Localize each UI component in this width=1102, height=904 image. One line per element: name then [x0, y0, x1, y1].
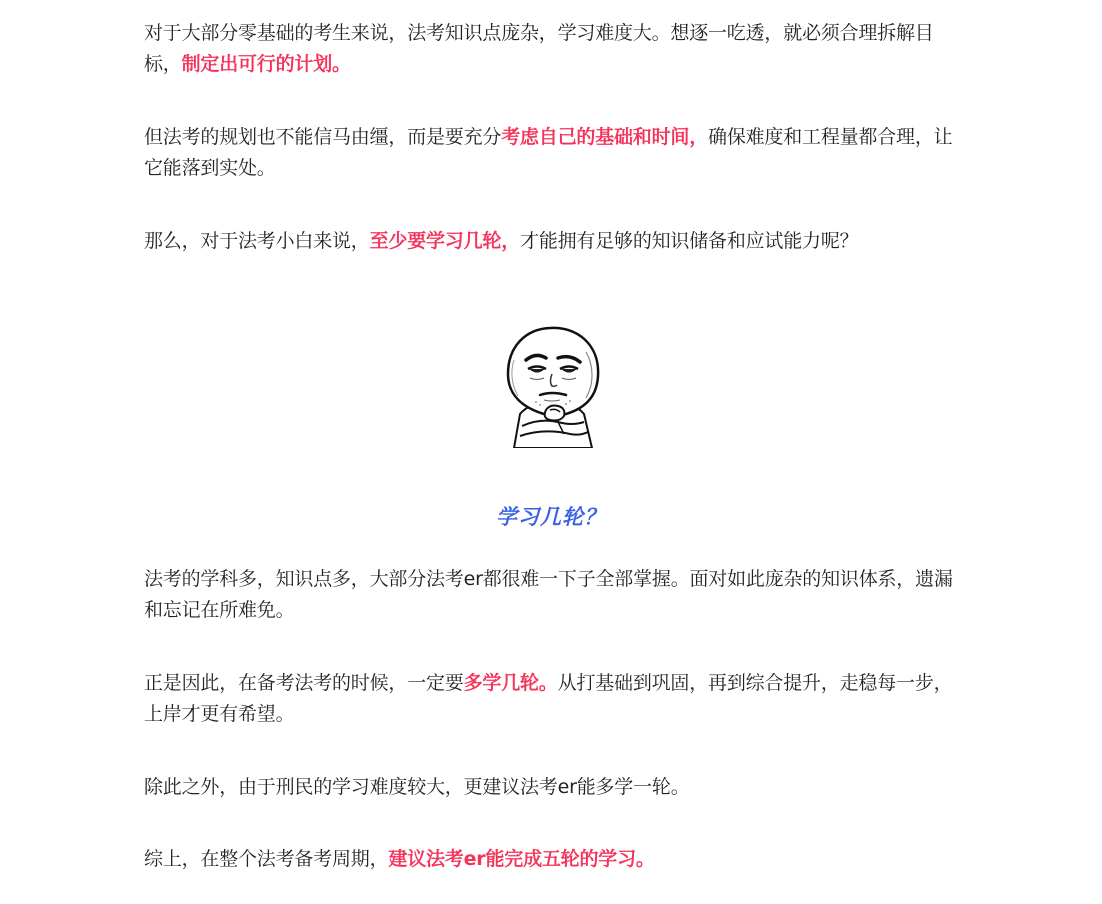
paragraph-question — [144, 226, 958, 257]
thinking-meme-image — [500, 322, 604, 448]
section-heading: 学习几轮？ — [496, 505, 606, 529]
paragraph-text: 才能拥有足够的知识储备和应试能力呢？ — [520, 230, 859, 252]
article-bottom — [144, 564, 958, 875]
thinking-face-icon — [500, 322, 604, 448]
paragraph-subjects — [144, 564, 958, 626]
paragraph-text: 对于大部分零基础的考生来说，法考知识点庞杂，学习难度大。想逐一吃透，就必须合理拆解目标， — [144, 22, 934, 75]
paragraph-conclusion — [144, 844, 958, 875]
paragraph-intro — [144, 18, 958, 80]
paragraph-criminal-civil — [144, 772, 958, 803]
paragraph-text: 从打基础到巩固，再到综合提升，走稳每一步，上岸才更有希望。 — [144, 672, 953, 725]
section-heading-wrap — [0, 500, 1102, 534]
highlight-text: 考虑自己的基础和时间， — [501, 126, 709, 148]
paragraph-text: 确保难度和工程量都合理，让它能落到实处。 — [144, 126, 953, 179]
paragraph-text: 正是因此，在备考法考的时候，一定要 — [144, 672, 464, 694]
heading-decoration — [602, 478, 660, 534]
highlight-text: 至少要学习几轮， — [369, 230, 521, 252]
highlight-text: 建议法考er能完成五轮的学习。 — [388, 848, 655, 870]
paragraph-text: 综上，在整个法考备考周期， — [144, 848, 389, 870]
paragraph-text: 那么，对于法考小白来说， — [144, 230, 370, 252]
paragraph-text: 但法考的规划也不能信马由缰，而是要充分 — [144, 126, 502, 148]
highlight-text: 制定出可行的计划。 — [181, 53, 351, 75]
article-top — [144, 18, 958, 257]
highlight-text: 多学几轮。 — [463, 672, 558, 694]
paragraph-text: 法考的学科多，知识点多，大部分法考er都很难一下子全部掌握。面对如此庞杂的知识体系，遗漏和忘记在所难免。 — [144, 568, 953, 621]
paragraph-planning — [144, 122, 958, 184]
paragraph-multiple-rounds — [144, 668, 958, 730]
section-heading-container — [490, 500, 612, 534]
paragraph-text: 除此之外，由于刑民的学习难度较大，更建议法考er能多学一轮。 — [144, 776, 690, 798]
